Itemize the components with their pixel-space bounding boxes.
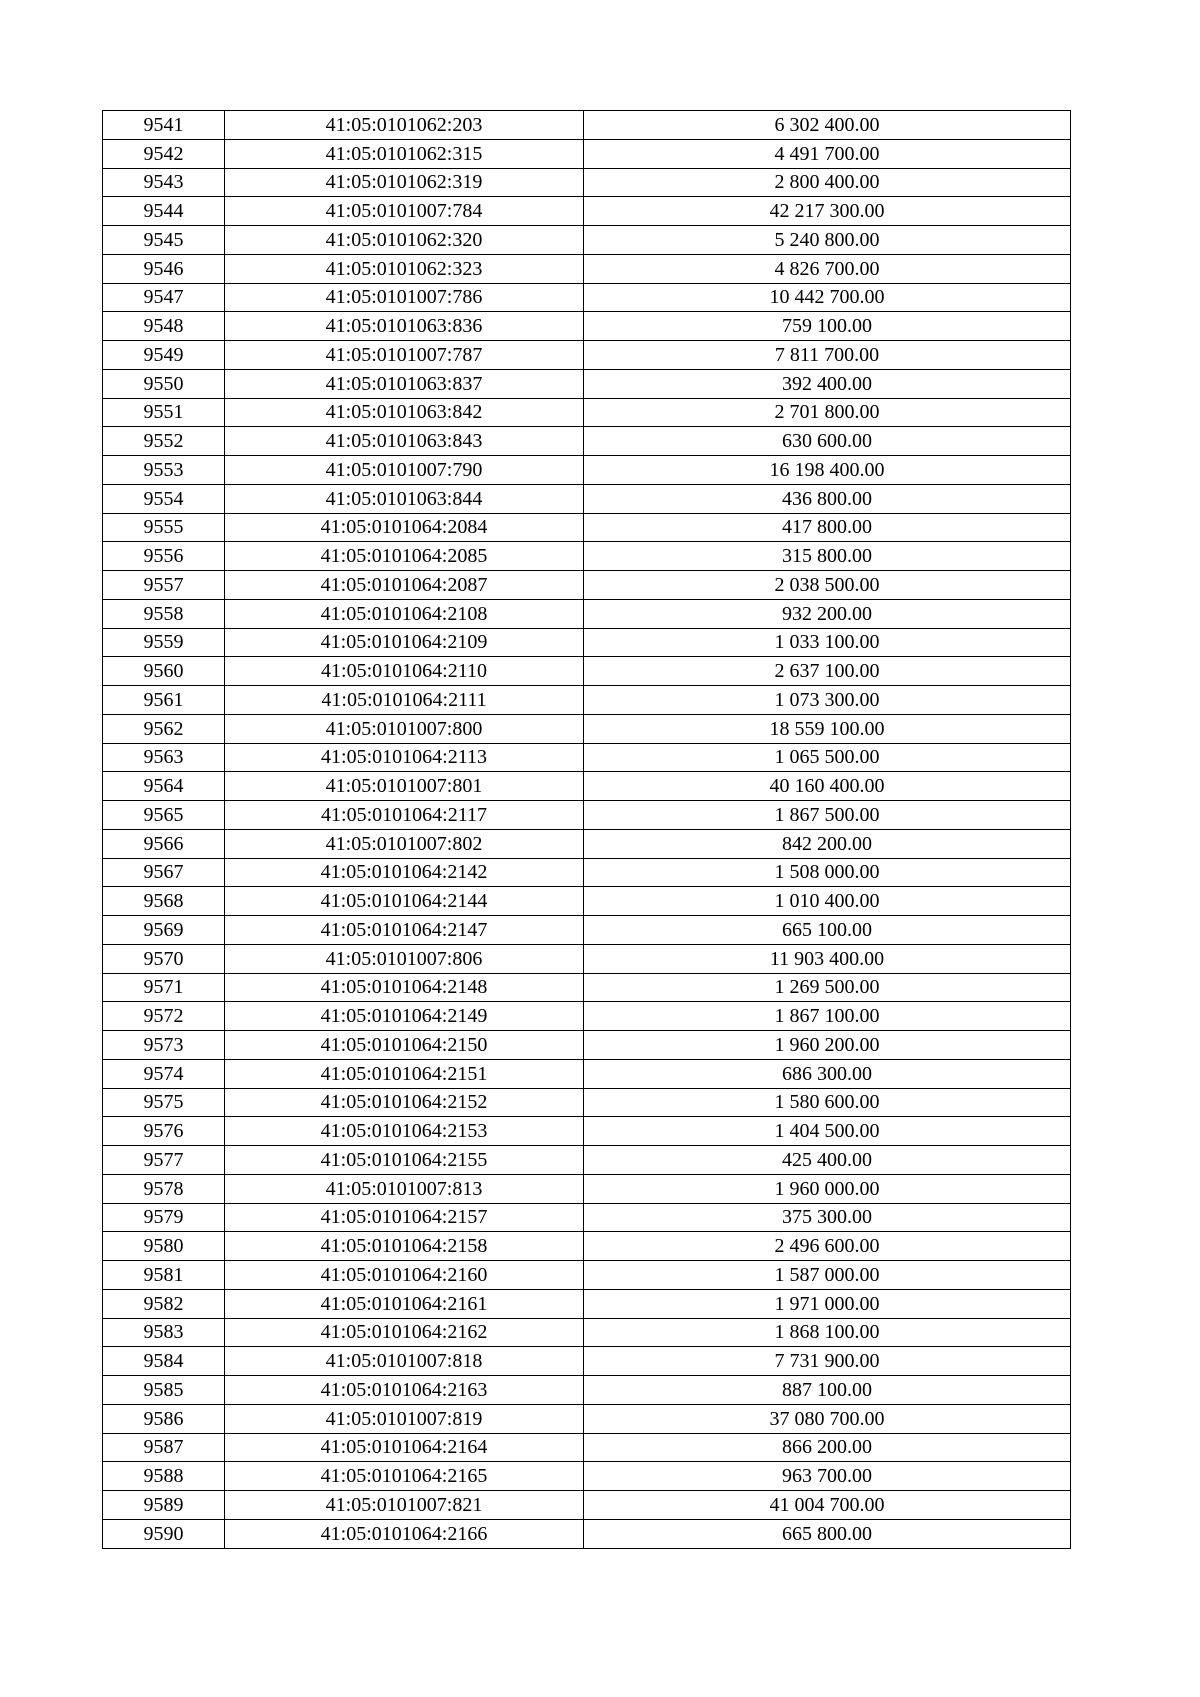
cadastral-value-cell: 40 160 400.00 [584,772,1071,801]
row-number-cell: 9579 [103,1203,225,1232]
table-row [103,1519,1071,1548]
row-number-cell: 9583 [103,1318,225,1347]
table-row [103,714,1071,743]
cadastral-number-cell: 41:05:0101064:2166 [225,1519,584,1548]
cadastral-number-cell: 41:05:0101064:2147 [225,916,584,945]
cadastral-number-cell: 41:05:0101063:844 [225,484,584,513]
cadastral-value-cell: 1 073 300.00 [584,686,1071,715]
cadastral-number-cell: 41:05:0101064:2165 [225,1462,584,1491]
row-number-cell: 9563 [103,743,225,772]
row-number-cell: 9581 [103,1261,225,1290]
cadastral-value-cell: 425 400.00 [584,1146,1071,1175]
table-row [103,657,1071,686]
table-row [103,1203,1071,1232]
cadastral-number-cell: 41:05:0101063:836 [225,312,584,341]
table-row [103,139,1071,168]
cadastral-value-cell: 392 400.00 [584,369,1071,398]
cadastral-value-cell: 1 010 400.00 [584,887,1071,916]
table-row [103,513,1071,542]
table-row [103,1117,1071,1146]
cadastral-number-cell: 41:05:0101064:2157 [225,1203,584,1232]
cadastral-number-cell: 41:05:0101064:2113 [225,743,584,772]
cadastral-number-cell: 41:05:0101064:2153 [225,1117,584,1146]
cadastral-value-cell: 315 800.00 [584,542,1071,571]
cadastral-value-cell: 2 800 400.00 [584,168,1071,197]
cadastral-value-cell: 686 300.00 [584,1059,1071,1088]
table-row [103,686,1071,715]
cadastral-number-cell: 41:05:0101007:802 [225,829,584,858]
table-row [103,542,1071,571]
cadastral-number-cell: 41:05:0101063:837 [225,369,584,398]
table-row [103,283,1071,312]
row-number-cell: 9582 [103,1289,225,1318]
cadastral-number-cell: 41:05:0101007:819 [225,1404,584,1433]
cadastral-number-cell: 41:05:0101064:2110 [225,657,584,686]
cadastral-number-cell: 41:05:0101064:2108 [225,599,584,628]
row-number-cell: 9572 [103,1002,225,1031]
cadastral-value-cell: 1 269 500.00 [584,973,1071,1002]
row-number-cell: 9547 [103,283,225,312]
row-number-cell: 9580 [103,1232,225,1261]
row-number-cell: 9589 [103,1491,225,1520]
cadastral-number-cell: 41:05:0101062:319 [225,168,584,197]
cadastral-value-cell: 37 080 700.00 [584,1404,1071,1433]
row-number-cell: 9549 [103,341,225,370]
cadastral-number-cell: 41:05:0101064:2164 [225,1433,584,1462]
cadastral-number-cell: 41:05:0101064:2087 [225,571,584,600]
row-number-cell: 9573 [103,1031,225,1060]
row-number-cell: 9550 [103,369,225,398]
table-row [103,111,1071,140]
cadastral-number-cell: 41:05:0101007:790 [225,456,584,485]
cadastral-value-cell: 1 867 100.00 [584,1002,1071,1031]
cadastral-number-cell: 41:05:0101062:323 [225,254,584,283]
row-number-cell: 9542 [103,139,225,168]
cadastral-number-cell: 41:05:0101007:786 [225,283,584,312]
table-row [103,1031,1071,1060]
cadastral-number-cell: 41:05:0101007:800 [225,714,584,743]
cadastral-value-cell: 1 960 200.00 [584,1031,1071,1060]
row-number-cell: 9566 [103,829,225,858]
cadastral-value-cell: 41 004 700.00 [584,1491,1071,1520]
table-row [103,1491,1071,1520]
row-number-cell: 9548 [103,312,225,341]
table-row [103,973,1071,1002]
cadastral-number-cell: 41:05:0101064:2117 [225,801,584,830]
cadastral-number-cell: 41:05:0101064:2162 [225,1318,584,1347]
table-row [103,628,1071,657]
cadastral-number-cell: 41:05:0101064:2148 [225,973,584,1002]
cadastral-number-cell: 41:05:0101007:821 [225,1491,584,1520]
cadastral-number-cell: 41:05:0101062:315 [225,139,584,168]
cadastral-value-cell: 665 800.00 [584,1519,1071,1548]
cadastral-value-cell: 417 800.00 [584,513,1071,542]
row-number-cell: 9587 [103,1433,225,1462]
table-row [103,944,1071,973]
cadastral-number-cell: 41:05:0101064:2158 [225,1232,584,1261]
cadastral-number-cell: 41:05:0101064:2149 [225,1002,584,1031]
table-row [103,743,1071,772]
cadastral-value-cell: 42 217 300.00 [584,197,1071,226]
row-number-cell: 9551 [103,398,225,427]
table-row [103,1404,1071,1433]
table-row [103,312,1071,341]
cadastral-value-cell: 932 200.00 [584,599,1071,628]
cadastral-number-cell: 41:05:0101064:2111 [225,686,584,715]
table-row [103,341,1071,370]
row-number-cell: 9585 [103,1376,225,1405]
row-number-cell: 9588 [103,1462,225,1491]
table-row [103,571,1071,600]
row-number-cell: 9546 [103,254,225,283]
row-number-cell: 9555 [103,513,225,542]
row-number-cell: 9545 [103,226,225,255]
row-number-cell: 9574 [103,1059,225,1088]
cadastral-number-cell: 41:05:0101007:801 [225,772,584,801]
cadastral-value-cell: 630 600.00 [584,427,1071,456]
cadastral-number-cell: 41:05:0101007:813 [225,1174,584,1203]
table-row [103,168,1071,197]
row-number-cell: 9559 [103,628,225,657]
cadastral-value-cell: 1 065 500.00 [584,743,1071,772]
cadastral-value-cell: 2 637 100.00 [584,657,1071,686]
row-number-cell: 9570 [103,944,225,973]
row-number-cell: 9560 [103,657,225,686]
row-number-cell: 9557 [103,571,225,600]
row-number-cell: 9571 [103,973,225,1002]
row-number-cell: 9586 [103,1404,225,1433]
table-row [103,1174,1071,1203]
table-row [103,916,1071,945]
cadastral-value-cell: 1 033 100.00 [584,628,1071,657]
row-number-cell: 9558 [103,599,225,628]
row-number-cell: 9556 [103,542,225,571]
cadastral-value-cell: 7 811 700.00 [584,341,1071,370]
cadastral-number-cell: 41:05:0101063:843 [225,427,584,456]
table-row [103,1002,1071,1031]
cadastral-value-cell: 7 731 900.00 [584,1347,1071,1376]
cadastral-value-cell: 11 903 400.00 [584,944,1071,973]
cadastral-value-cell: 842 200.00 [584,829,1071,858]
cadastral-number-cell: 41:05:0101007:787 [225,341,584,370]
row-number-cell: 9562 [103,714,225,743]
cadastral-value-cell: 436 800.00 [584,484,1071,513]
table-row [103,599,1071,628]
cadastral-value-cell: 10 442 700.00 [584,283,1071,312]
cadastral-value-cell: 1 404 500.00 [584,1117,1071,1146]
cadastral-value-cell: 1 971 000.00 [584,1289,1071,1318]
table-row [103,772,1071,801]
table-row [103,887,1071,916]
row-number-cell: 9553 [103,456,225,485]
row-number-cell: 9565 [103,801,225,830]
row-number-cell: 9552 [103,427,225,456]
table-row [103,1059,1071,1088]
table-row [103,1433,1071,1462]
row-number-cell: 9576 [103,1117,225,1146]
cadastral-number-cell: 41:05:0101007:784 [225,197,584,226]
table-row [103,1146,1071,1175]
table-row [103,1462,1071,1491]
cadastral-value-cell: 1 960 000.00 [584,1174,1071,1203]
table-row [103,197,1071,226]
cadastral-value-cell: 4 826 700.00 [584,254,1071,283]
cadastral-number-cell: 41:05:0101064:2142 [225,858,584,887]
row-number-cell: 9567 [103,858,225,887]
table-row [103,484,1071,513]
table-row [103,1318,1071,1347]
table-body [103,111,1071,1549]
cadastral-number-cell: 41:05:0101064:2163 [225,1376,584,1405]
cadastral-value-cell: 887 100.00 [584,1376,1071,1405]
table-row [103,801,1071,830]
table-row [103,1088,1071,1117]
table-row [103,456,1071,485]
cadastral-number-cell: 41:05:0101064:2084 [225,513,584,542]
cadastral-number-cell: 41:05:0101007:806 [225,944,584,973]
cadastral-value-cell: 375 300.00 [584,1203,1071,1232]
row-number-cell: 9584 [103,1347,225,1376]
cadastral-value-cell: 2 496 600.00 [584,1232,1071,1261]
row-number-cell: 9561 [103,686,225,715]
row-number-cell: 9541 [103,111,225,140]
cadastral-value-cell: 6 302 400.00 [584,111,1071,140]
table-row [103,1347,1071,1376]
row-number-cell: 9568 [103,887,225,916]
row-number-cell: 9564 [103,772,225,801]
cadastral-number-cell: 41:05:0101063:842 [225,398,584,427]
cadastral-value-cell: 2 038 500.00 [584,571,1071,600]
table-row [103,254,1071,283]
cadastral-number-cell: 41:05:0101064:2150 [225,1031,584,1060]
row-number-cell: 9569 [103,916,225,945]
table-row [103,226,1071,255]
table-row [103,1261,1071,1290]
cadastral-number-cell: 41:05:0101064:2160 [225,1261,584,1290]
cadastral-number-cell: 41:05:0101064:2109 [225,628,584,657]
cadastral-number-cell: 41:05:0101062:320 [225,226,584,255]
cadastral-number-cell: 41:05:0101064:2085 [225,542,584,571]
cadastral-value-cell: 5 240 800.00 [584,226,1071,255]
cadastral-value-cell: 1 867 500.00 [584,801,1071,830]
cadastral-number-cell: 41:05:0101007:818 [225,1347,584,1376]
row-number-cell: 9590 [103,1519,225,1548]
cadastral-number-cell: 41:05:0101064:2151 [225,1059,584,1088]
cadastral-number-cell: 41:05:0101064:2155 [225,1146,584,1175]
table-row [103,858,1071,887]
table-row [103,1289,1071,1318]
table-row [103,829,1071,858]
cadastral-value-table [102,110,1071,1549]
row-number-cell: 9577 [103,1146,225,1175]
row-number-cell: 9575 [103,1088,225,1117]
cadastral-number-cell: 41:05:0101062:203 [225,111,584,140]
cadastral-value-cell: 759 100.00 [584,312,1071,341]
cadastral-value-cell: 1 580 600.00 [584,1088,1071,1117]
cadastral-value-cell: 1 868 100.00 [584,1318,1071,1347]
table-row [103,1376,1071,1405]
row-number-cell: 9543 [103,168,225,197]
cadastral-value-cell: 1 587 000.00 [584,1261,1071,1290]
cadastral-value-cell: 2 701 800.00 [584,398,1071,427]
cadastral-number-cell: 41:05:0101064:2144 [225,887,584,916]
table-row [103,427,1071,456]
row-number-cell: 9578 [103,1174,225,1203]
row-number-cell: 9554 [103,484,225,513]
cadastral-value-cell: 1 508 000.00 [584,858,1071,887]
cadastral-value-cell: 4 491 700.00 [584,139,1071,168]
table-row [103,369,1071,398]
row-number-cell: 9544 [103,197,225,226]
cadastral-value-cell: 665 100.00 [584,916,1071,945]
table-row [103,398,1071,427]
table-row [103,1232,1071,1261]
cadastral-value-cell: 18 559 100.00 [584,714,1071,743]
cadastral-value-cell: 866 200.00 [584,1433,1071,1462]
cadastral-number-cell: 41:05:0101064:2161 [225,1289,584,1318]
cadastral-number-cell: 41:05:0101064:2152 [225,1088,584,1117]
cadastral-value-cell: 16 198 400.00 [584,456,1071,485]
cadastral-value-cell: 963 700.00 [584,1462,1071,1491]
